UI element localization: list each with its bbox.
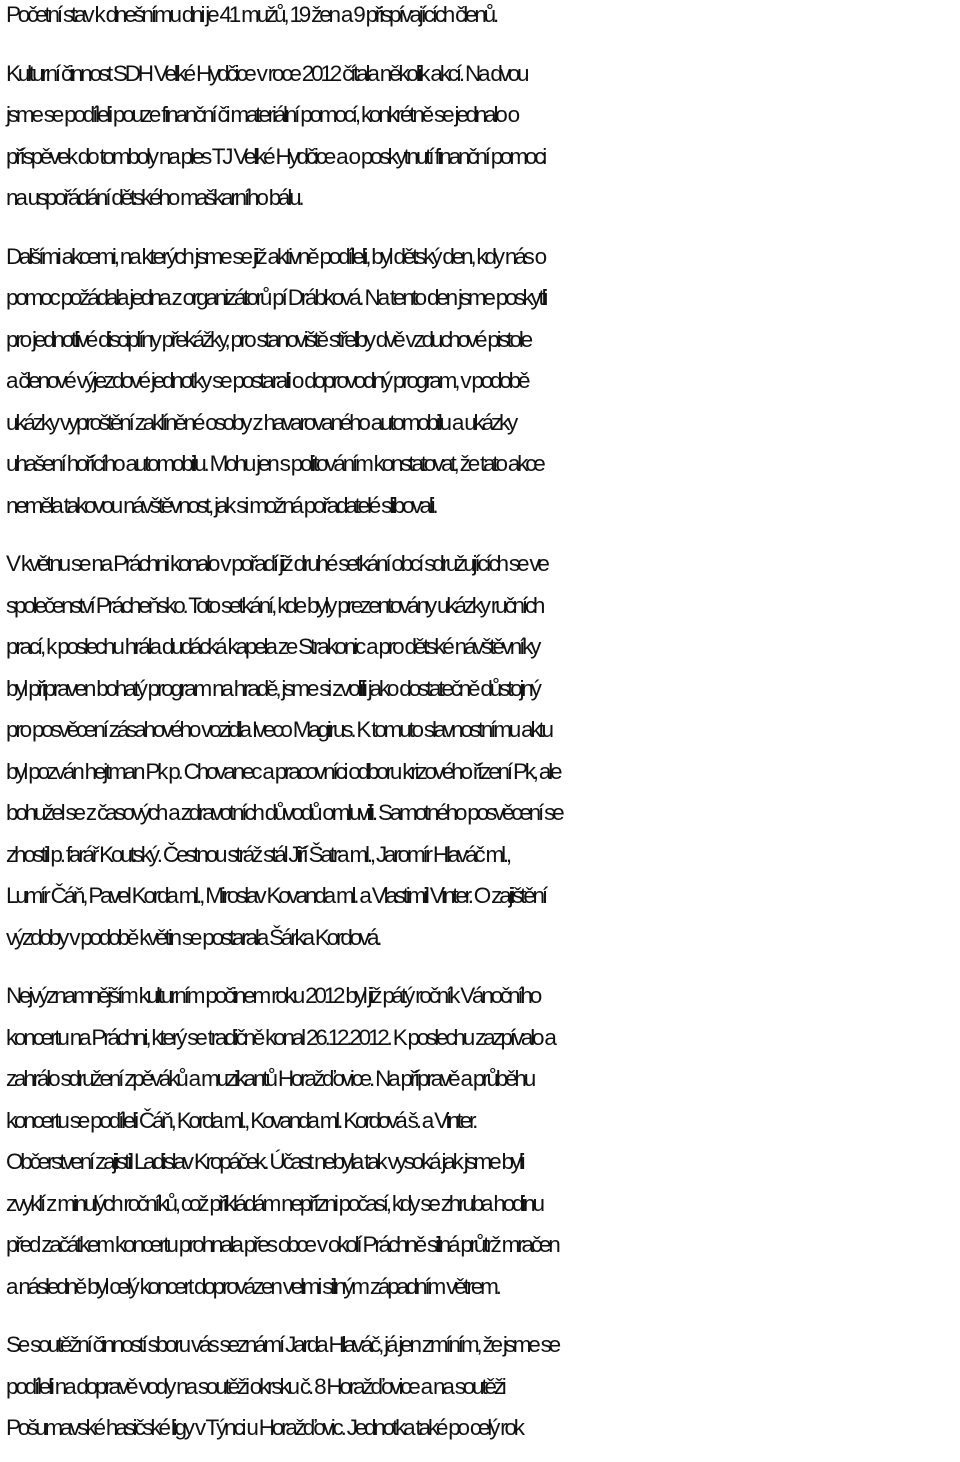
text-line: Početní stav k dnešnímu dni je 41 mužů, 19 žen a 9 přispívajících členů.	[6, 2, 496, 27]
text-line: společenství Prácheňsko. Toto setkání, kde byly prezentovány ukázky ručních	[6, 592, 543, 618]
text-line: příspěvek do tomboly na ples TJ Velké Hydčice a o poskytnutí finanční pomoci	[6, 143, 545, 169]
text-line: Lumír Čáň, Pavel Korda ml., Miroslav Kovanda ml. a Vlastimil Vinter. O zajištění	[6, 883, 545, 908]
paragraph-childrens-day	[6, 236, 960, 527]
text-line: Kulturní činnost SDH Velké Hydčice v roce 2012 čítala několik akcí. Na dvou	[6, 60, 527, 86]
paragraph-gap	[6, 958, 960, 975]
document-page	[6, 0, 960, 1449]
text-line: Dalšími akcemi, na kterých jsme se již aktivně podíleli, byl dětský den, kdy nás o	[6, 243, 544, 269]
text-line: Pošumavské hasičské ligy v Týnci u Horažďovic. Jednotka také po celý rok	[6, 1415, 522, 1440]
text-line: ukázky vyproštění zaklíněné osoby z havarovaného automobilu a ukázky	[6, 409, 516, 435]
paragraph-christmas-concert	[6, 975, 960, 1307]
paragraph-competitions	[6, 1324, 960, 1449]
text-line: bohužel se z časových a zdravotních důvodů omluvili. Samotného posvěcení se	[6, 800, 562, 825]
text-line: Se soutěžní činností sboru vás seznámí Jarda Hlaváč, já jen zmíním, že jsme se	[6, 1332, 558, 1357]
text-line: uhašení hořícího automobilu. Mohu jen s politováním konstatovat, že tato akce	[6, 451, 543, 476]
text-line: na uspořádání dětského maškarního bálu.	[6, 185, 302, 210]
text-line: zvyklí z minulých ročníků, což přikládám nepřízni počasí, kdy se zhruba hodinu	[6, 1190, 542, 1216]
text-line: byl připraven bohatý program na hradě, jsme si zvolili jako dostatečně důstojný	[6, 675, 539, 701]
paragraph-gap	[6, 1307, 960, 1324]
text-line: prací, k poslechu hrála dudácká kapela ze Strakonic a pro dětské návštěvníky	[6, 634, 539, 659]
paragraph-gap	[6, 36, 960, 53]
text-line: byl pozván hejtman Pk p. Chovanec a pracovníci odboru krizového řízení Pk, ale	[6, 758, 560, 784]
text-line: V květnu se na Práchni konalo v pořadí již druhé setkání obcí sdružujících se ve	[6, 551, 547, 576]
paragraph-membership	[6, 0, 960, 36]
paragraph-may-meeting	[6, 543, 960, 958]
text-line: pomoc požádala jedna z organizátorů pí Drábková. Na tento den jsme poskytli	[6, 285, 546, 310]
text-line: zahrálo sdružení zpěváků a muzikantů Horažďovice. Na přípravě a průběhu	[6, 1066, 534, 1091]
text-line: Občerstvení zajistil Ladislav Kropáček. Účast nebyla tak vysoká jak jsme byli	[6, 1149, 523, 1174]
text-line: před začátkem koncertu prohnala přes obce v okolí Práchně silná průtrž mračen	[6, 1232, 558, 1257]
text-line: jsme se podíleli pouze finanční či materiální pomocí, konkrétně se jednalo o	[6, 102, 517, 127]
text-line: zhostil p. farář Koutský. Čestnou stráž stál Jiří Šatra ml., Jaromír Hlaváč ml.,	[6, 841, 509, 867]
text-line: koncertu se podíleli Čáň, Korda ml., Kovanda ml. Kordová š. a Vinter.	[6, 1107, 476, 1133]
text-line: Nejvýznamnějším kulturním počinem roku 2012 byl již pátý ročník Vánočního	[6, 983, 540, 1008]
text-line: výzdoby v podobě květin se postarala Šárka Kordová.	[6, 924, 380, 950]
paragraph-culture-intro	[6, 53, 960, 219]
text-line: neměla takovou návštěvnost, jak si možná pořadatelé slibovali.	[6, 492, 436, 518]
text-line: pro posvěcení zásahového vozidla Iveco Magirus. K tomuto slavnostnímu aktu	[6, 717, 551, 742]
paragraph-gap	[6, 219, 960, 236]
text-line: a členové výjezdové jednotky se postarali o doprovodný program, v podobě	[6, 368, 528, 393]
paragraph-gap	[6, 526, 960, 543]
text-line: podíleli na dopravě vody na soutěži okrsku č. 8 Horažďovice a na soutěži	[6, 1373, 504, 1399]
text-line: koncertu na Práchni, který se tradičně konal 26.12.2012. K poslechu zazpívalo a	[6, 1024, 554, 1050]
text-line: pro jednotlivé disciplíny překážky, pro stanoviště střelby dvě vzduchové pistole	[6, 326, 530, 352]
text-line: a následně byl celý koncert doprovázen velmi silným západním větrem.	[6, 1273, 499, 1299]
